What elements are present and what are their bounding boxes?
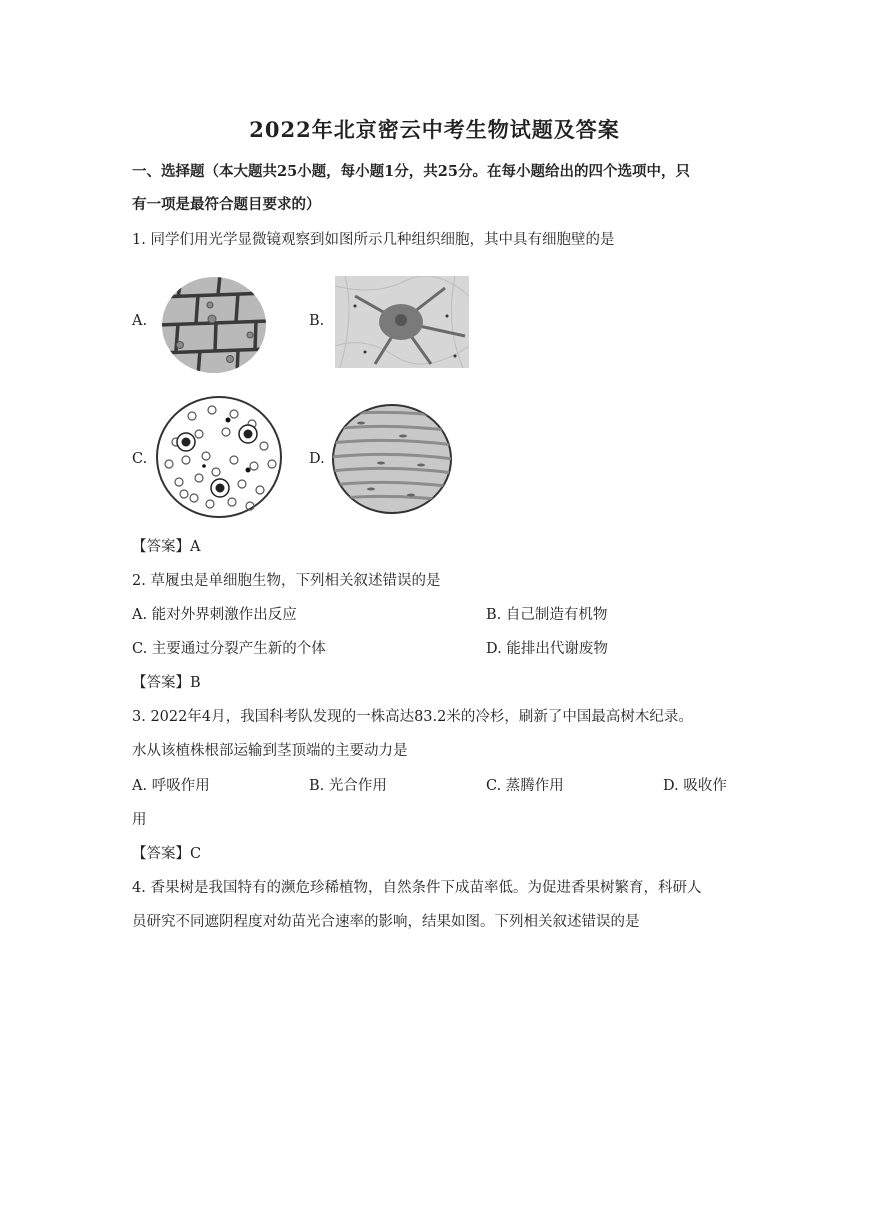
q3-option-b: B. 光合作用 [309, 778, 387, 794]
q3-option-c: C. 蒸腾作用 [486, 778, 564, 794]
document-title: 2022年北京密云中考生物试题及答案 [249, 117, 620, 142]
muscle-tissue-figure [331, 403, 453, 515]
q2-option-d: D. 能排出代谢废物 [486, 641, 608, 657]
q3-option-a: A. 呼吸作用 [132, 778, 210, 794]
onion-epidermis-cells-figure [160, 275, 268, 375]
q1-label-d: D. [309, 451, 325, 467]
blood-cells-figure [154, 394, 284, 520]
q2-answer: 【答案】B [132, 675, 201, 691]
q1-stem: 1. 同学们用光学显微镜观察到如图所示几种组织细胞，其中具有细胞壁的是 [132, 232, 615, 248]
q3-option-d-wrap: 用 [132, 812, 147, 828]
q3-answer: 【答案】C [132, 846, 202, 862]
section-heading-line2: 有一项是最符合题目要求的） [132, 196, 321, 213]
q4-stem-line1: 4. 香果树是我国特有的濒危珍稀植物，自然条件下成苗率低。为促进香果树繁育，科研人 [132, 880, 702, 896]
q1-label-b: B. [309, 313, 325, 329]
q1-label-c: C. [132, 451, 148, 467]
q4-stem-line2: 员研究不同遮阴程度对幼苗光合速率的影响，结果如图。下列相关叙述错误的是 [132, 914, 640, 930]
q3-stem-line1: 3. 2022年4月，我国科考队发现的一株高达83.2米的冷杉，刷新了中国最高树木纪录。 [132, 709, 693, 725]
q2-option-a: A. 能对外界刺激作出反应 [132, 607, 297, 623]
nerve-cell-figure [335, 276, 469, 368]
q2-option-c: C. 主要通过分裂产生新的个体 [132, 641, 326, 657]
q1-label-a: A. [132, 313, 148, 329]
q2-option-b: B. 自己制造有机物 [486, 607, 608, 623]
section-heading-line1: 一、选择题（本大题共25小题，每小题1分，共25分。在每小题给出的四个选项中，只 [132, 163, 690, 180]
q1-answer: 【答案】A [132, 539, 201, 555]
q3-stem-line2: 水从该植株根部运输到茎顶端的主要动力是 [132, 743, 408, 759]
q3-option-d: D. 吸收作 [663, 778, 727, 794]
q2-stem: 2. 草履虫是单细胞生物，下列相关叙述错误的是 [132, 573, 441, 589]
